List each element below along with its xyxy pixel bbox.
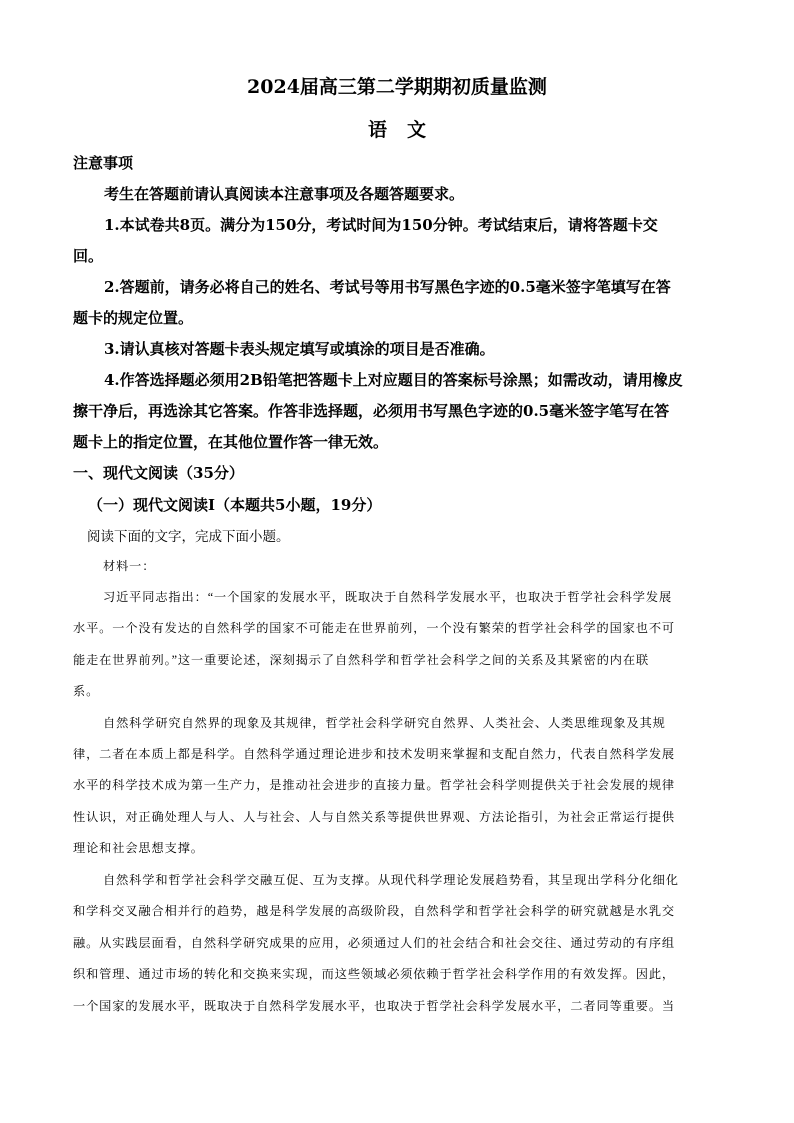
notice-line: 2.答题前，请务必将自己的姓名、考试号等用书写黑色字迹的0.5毫米签字笔填写在答 — [104, 278, 671, 296]
material-line: 理论和社会思想支撑。 — [73, 841, 204, 855]
material-line: 系。 — [73, 684, 100, 698]
notice-line: 4.作答选择题必须用2B铅笔把答题卡上对应题目的答案标号涂黑；如需改动，请用橡皮 — [104, 371, 683, 389]
notice-line: 题卡的规定位置。 — [73, 309, 194, 327]
material-line: 性认识，对正确处理人与人、人与社会、人与自然关系等提供世界观、方法论指引，为社会正常运行提供 — [73, 810, 676, 824]
notice-line: 回。 — [73, 247, 104, 265]
exam-title: 2024届高三第二学期期初质量监测 — [247, 76, 547, 98]
notice-line: 3.请认真核对答题卡表头规定填写或填涂的项目是否准确。 — [104, 340, 495, 358]
notice-line: 题卡上的指定位置，在其他位置作答一律无效。 — [73, 433, 389, 451]
notice-line: 1.本试卷共8页。满分为150分，考试时间为150分钟。考试结束后，请将答题卡交 — [104, 216, 658, 234]
section-subheading: （一）现代文阅读Ⅰ（本题共5小题，19分） — [88, 496, 382, 514]
material-line: 律，二者在本质上都是科学。自然科学通过理论进步和技术发明来掌握和支配自然力，代表自然科学发展 — [73, 747, 676, 761]
section-heading: 一、现代文阅读（35分） — [73, 464, 244, 482]
notice-line: 擦干净后，再选涂其它答案。作答非选择题，必须用书写黑色字迹的0.5毫米签字笔写在答 — [73, 402, 670, 420]
material-line: 水平的科学技术成为第一生产力，是推动社会进步的直接力量。哲学社会科学则提供关于社会发展的规律 — [73, 778, 676, 792]
notice-line: 考生在答题前请认真阅读本注意事项及各题答题要求。 — [104, 185, 465, 203]
material-line: 水平。一个没有发达的自然科学的国家不可能走在世界前列，一个没有繁荣的哲学社会科学的国家也不可 — [73, 621, 676, 635]
material-line: 自然科学研究自然界的现象及其规律，哲学社会科学研究自然界、人类社会、人类思维现象及其规 — [103, 716, 666, 730]
material-label: 材料一： — [103, 559, 156, 573]
material-line: 自然科学和哲学社会科学交融互促、互为支撑。从现代科学理论发展趋势看，其呈现出学科分化细化 — [103, 873, 679, 887]
material-line: 习近平同志指出：“一个国家的发展水平，既取决于自然科学发展水平，也取决于哲学社会科学发展 — [103, 590, 673, 604]
reading-instruction: 阅读下面的文字，完成下面小题。 — [87, 529, 290, 545]
material-line: 能走在世界前列。”这一重要论述，深刻揭示了自然科学和哲学社会科学之间的关系及其紧密的内在联 — [73, 653, 650, 667]
subject-title: 语文 — [367, 119, 446, 141]
notice-heading: 注意事项 — [73, 154, 134, 172]
material-line: 和学科交叉融合相并行的趋势，越是科学发展的高级阶段，自然科学和哲学社会科学的研究就越是水乳交 — [73, 904, 676, 918]
material-line: 融。从实践层面看，自然科学研究成果的应用，必须通过人们的社会结合和社会交往、通过劳动的有序组 — [73, 936, 676, 950]
material-line: 织和管理、通过市场的转化和交换来实现，而这些领域必须依赖于哲学社会科学作用的有效发挥。因此， — [73, 967, 676, 981]
material-line: 一个国家的发展水平，既取决于自然科学发展水平，也取决于哲学社会科学发展水平，二者同等重要。当 — [73, 999, 676, 1013]
